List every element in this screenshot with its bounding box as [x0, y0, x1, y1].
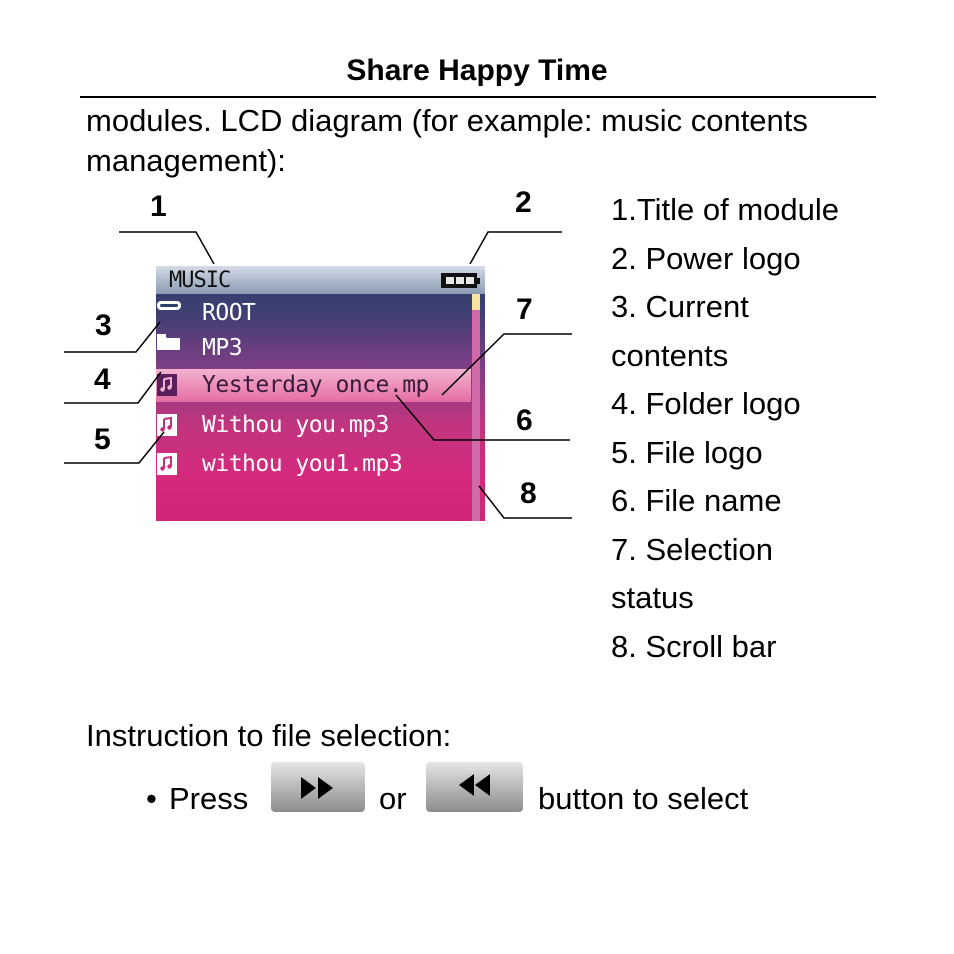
callout-1: 1 [150, 190, 167, 223]
callout-5: 5 [94, 423, 111, 456]
header-divider [80, 96, 876, 98]
rewind-button[interactable] [426, 762, 523, 812]
lcd-row-label: Withou you.mp3 [202, 412, 389, 438]
page-header-title: Share Happy Time [346, 54, 608, 87]
legend-item: 8. Scroll bar [611, 628, 777, 664]
intro-line-2: management): [86, 143, 286, 178]
callout-3: 3 [95, 309, 112, 342]
callout-6: 6 [516, 404, 533, 437]
fast-forward-button[interactable] [271, 762, 365, 812]
legend-item: status [611, 580, 694, 615]
lcd-row-label: MP3 [202, 335, 243, 361]
legend-item: 4. Folder logo [611, 386, 801, 421]
rewind-icon [426, 762, 523, 812]
leader-line-4 [64, 372, 161, 403]
leader-line-3 [64, 322, 160, 352]
legend-item: 5. File logo [611, 434, 763, 470]
callout-2: 2 [515, 186, 532, 219]
callout-4: 4 [94, 363, 111, 396]
leader-line-5 [64, 432, 164, 463]
intro-paragraph [86, 101, 886, 181]
legend-item: 6. File name [611, 483, 782, 518]
lcd-diagram [64, 186, 574, 526]
leader-line-7 [442, 334, 572, 395]
legend-item: 2. Power logo [611, 240, 801, 276]
legend-item: 7. Selection [611, 531, 773, 567]
or-label: or [379, 781, 407, 816]
lcd-row-label: ROOT [202, 300, 256, 326]
legend-item: 1.Title of module [611, 192, 840, 227]
callout-8: 8 [520, 477, 537, 510]
leader-line-6 [396, 395, 570, 440]
callout-leader-lines [64, 190, 574, 526]
intro-line-1: modules. LCD diagram (for example: music contents [86, 103, 808, 138]
lcd-row-label: Yesterday once.mp [202, 372, 429, 398]
fast-forward-icon [271, 762, 365, 812]
lcd-module-title: MUSIC [169, 268, 231, 293]
select-instruction-text: button to select [538, 781, 749, 816]
instruction-heading: Instruction to file selection: [86, 718, 452, 753]
legend-item: contents [611, 337, 729, 373]
press-label: Press [169, 781, 249, 816]
callout-7: 7 [516, 293, 533, 326]
instruction-bullet [146, 762, 846, 822]
legend-list [611, 186, 911, 671]
bullet-mark: • [146, 781, 157, 816]
legend-item: 3. Current [611, 289, 749, 324]
leader-line-2 [470, 232, 562, 264]
lcd-row-label: withou you1.mp3 [202, 451, 403, 477]
leader-line-1 [119, 232, 214, 264]
